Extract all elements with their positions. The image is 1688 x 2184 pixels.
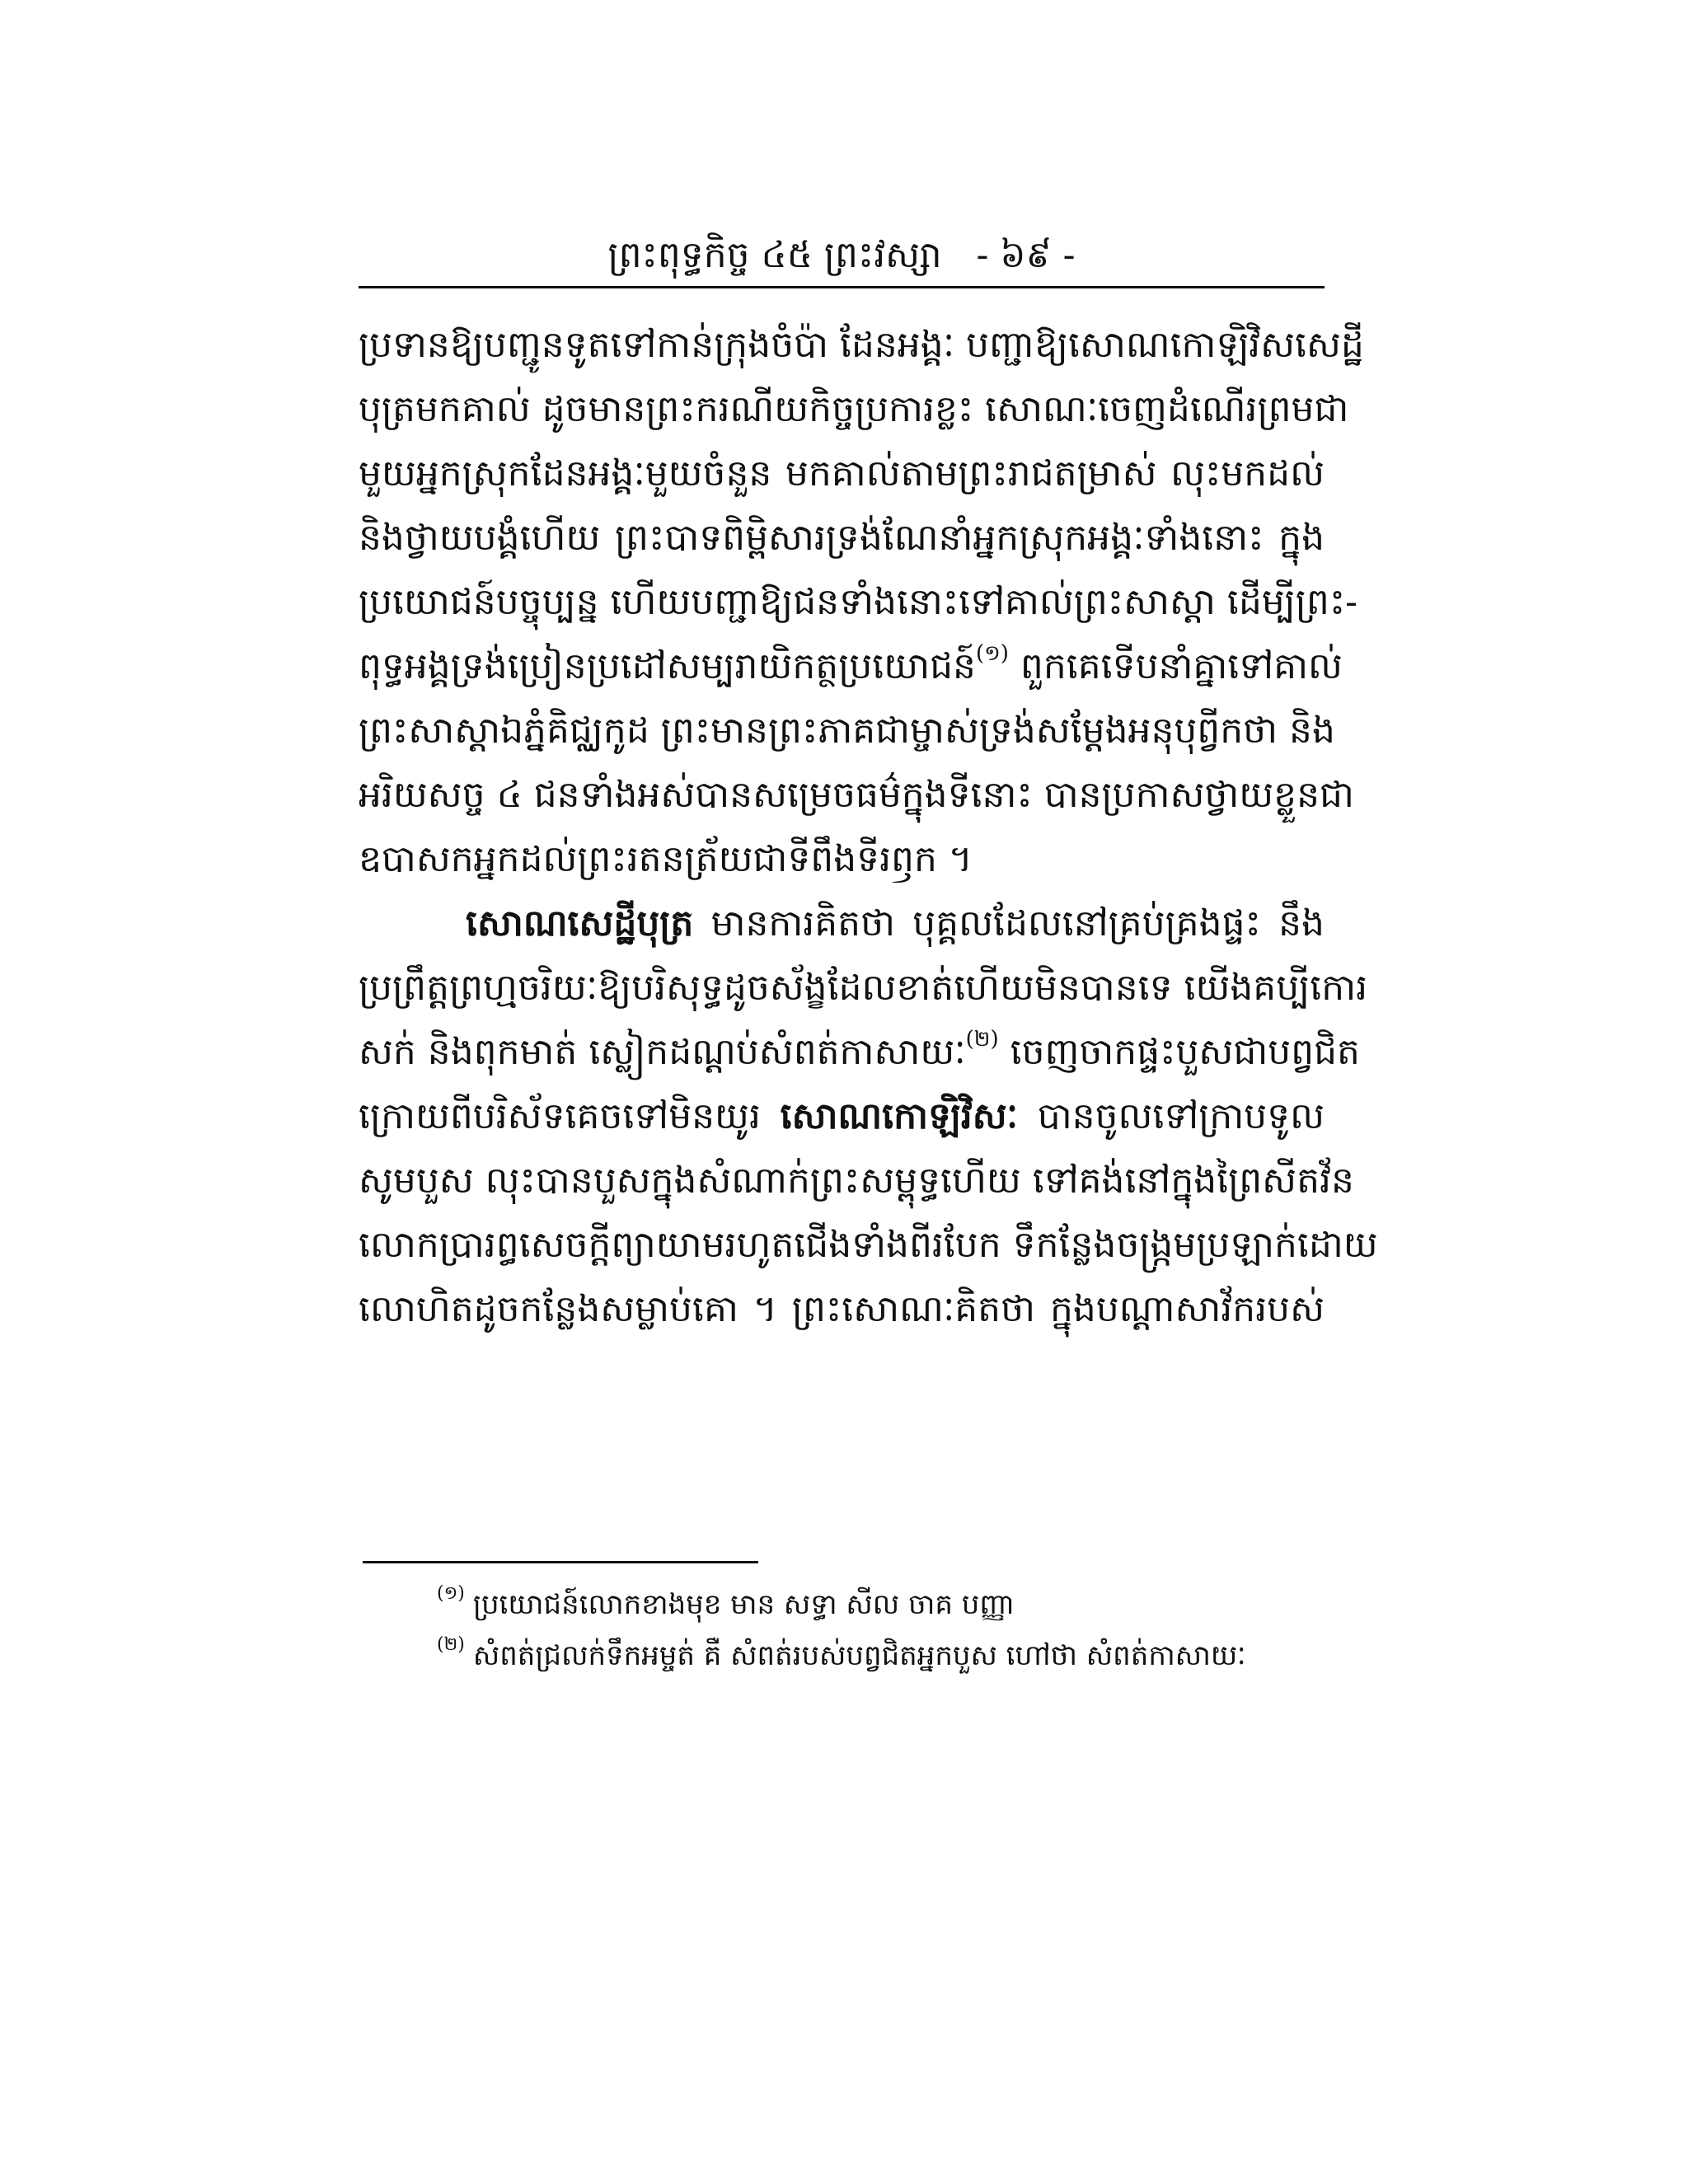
footnote-rule — [363, 1561, 758, 1563]
person-name: សោណកោឡិវិសៈ — [780, 1095, 1019, 1137]
text-segment: ពួកគេទើបនាំគ្នាទៅគាល់ — [1020, 645, 1343, 687]
text-line: លោហិតដូចកន្លែងសម្លាប់គោ ។ ព្រះសោណៈគិតថា ក្នុងបណ្តាសាវ័ករបស់ — [359, 1288, 1325, 1330]
text-line: ប្រយោជន៍បច្ចុប្បន្ន ហើយបញ្ជាឱ្យជនទាំងនោះទៅគាល់ព្រះសាស្តា ដើម្បីព្រះ- — [359, 581, 1358, 623]
text-line: មួយអ្នកស្រុកដែនអង្គៈមួយចំនួន មកគាល់តាមព្រះរាជតម្រាស់ លុះមកដល់ — [359, 452, 1325, 494]
footnote-2 — [437, 1632, 1325, 1683]
text-line — [359, 892, 1325, 956]
text-segment: ក្រោយពីបរិស័ទគេចទៅមិនយូរ — [359, 1095, 761, 1137]
book-title: ព្រះពុទ្ធកិច្ច ៤៥ ព្រះវស្សា — [607, 234, 942, 276]
paragraph-2 — [359, 892, 1378, 1342]
text-segment: សក់ និងពុកមាត់ ស្លៀកដណ្តប់សំពត់កាសាយៈ — [359, 1031, 966, 1073]
text-segment: មានការគិតថា បុគ្គលដែលនៅគ្រប់គ្រងផ្ទះ នឹង — [710, 902, 1325, 944]
text-line: ប្រព្រឹត្តព្រហ្មចរិយៈឱ្យបរិសុទ្ធដូចស័ង្ខដែលខាត់ហើយមិនបានទេ យើងគប្បីកោរ — [359, 967, 1368, 1009]
text-segment: ចេញចាកផ្ទះបួសជាបព្វជិត — [1010, 1031, 1360, 1073]
text-line: បុត្រមកគាល់ ដូចមានព្រះករណីយកិច្ចប្រការខ្លះ សោណៈចេញដំណើរព្រមជា — [359, 388, 1349, 430]
text-line: អរិយសច្ច ៤ ជនទាំងអស់បានសម្រេចធម៌ក្នុងទីនោះ បានប្រកាសថ្វាយខ្លួនជា — [359, 774, 1354, 816]
text-line: សូមបួស លុះបានបួសក្នុងសំណាក់ព្រះសម្ពុទ្ធហើយ ទៅគង់នៅក្នុងព្រៃសីតវ័ន — [359, 1160, 1354, 1202]
text-segment: បានចូលទៅក្រាបទូល — [1037, 1095, 1325, 1137]
header-rule — [359, 286, 1325, 288]
text-line: ឧបាសកអ្នកដល់ព្រះរតនត្រ័យជាទីពឹងទីរឭក ។ — [359, 838, 973, 880]
footnote-1 — [437, 1581, 1325, 1632]
footnote-ref-2[interactable]: (២) — [965, 1027, 999, 1052]
text-line: លោកប្រារព្ធសេចក្តីព្យាយាមរហូតជើងទាំងពីរបែក ទឹកន្លែងចង្ក្រមប្រឡាក់ដោយ — [359, 1224, 1378, 1266]
text-line — [359, 635, 1343, 699]
footnotes — [437, 1581, 1325, 1683]
text-line — [359, 1085, 1325, 1149]
text-line: ប្រទានឱ្យបញ្ជូនទូតទៅកាន់ក្រុងចំប៉ា ដែនអង្គៈ បញ្ជាឱ្យសោណកោឡិវិសសេដ្ឋី — [359, 324, 1364, 366]
text-line: និងថ្វាយបង្គំហើយ ព្រះបាទពិម្ពិសារទ្រង់ណែនាំអ្នកស្រុកអង្គៈទាំងនោះ ក្នុង — [359, 517, 1325, 559]
body-text — [359, 313, 1378, 1342]
text-segment: ពុទ្ធអង្គទ្រង់ប្រៀនប្រដៅសម្បរាយិកត្ថប្រយោជន៍ — [359, 645, 976, 687]
person-name: សោណសេដ្ឋីបុត្រ — [466, 902, 694, 944]
running-header — [359, 229, 1325, 282]
footnote-text: សំពត់ជ្រលក់ទឹកអម្ចត់ គឺ សំពត់របស់បព្វជិតអ្នកបួស ហៅថា សំពត់កាសាយៈ — [472, 1639, 1246, 1672]
footnote-mark: (១) — [437, 1583, 465, 1604]
paragraph-1 — [359, 313, 1364, 892]
footnote-ref-1[interactable]: (១) — [975, 641, 1009, 666]
text-line: ព្រះសាស្តាឯភ្នំគិជ្ឈកូដ ព្រះមានព្រះភាគជាម្ចាស់ទ្រង់សម្តែងអនុបុព្វីកថា និង — [359, 710, 1335, 752]
page-number: - ៦៩ - — [976, 234, 1076, 276]
footnote-mark: (២) — [437, 1634, 465, 1655]
footnote-text: ប្រយោជន៍លោកខាងមុខ មាន សទ្ធា សីល ចាគ បញ្ញា — [472, 1588, 1015, 1621]
text-line — [359, 1020, 1360, 1085]
